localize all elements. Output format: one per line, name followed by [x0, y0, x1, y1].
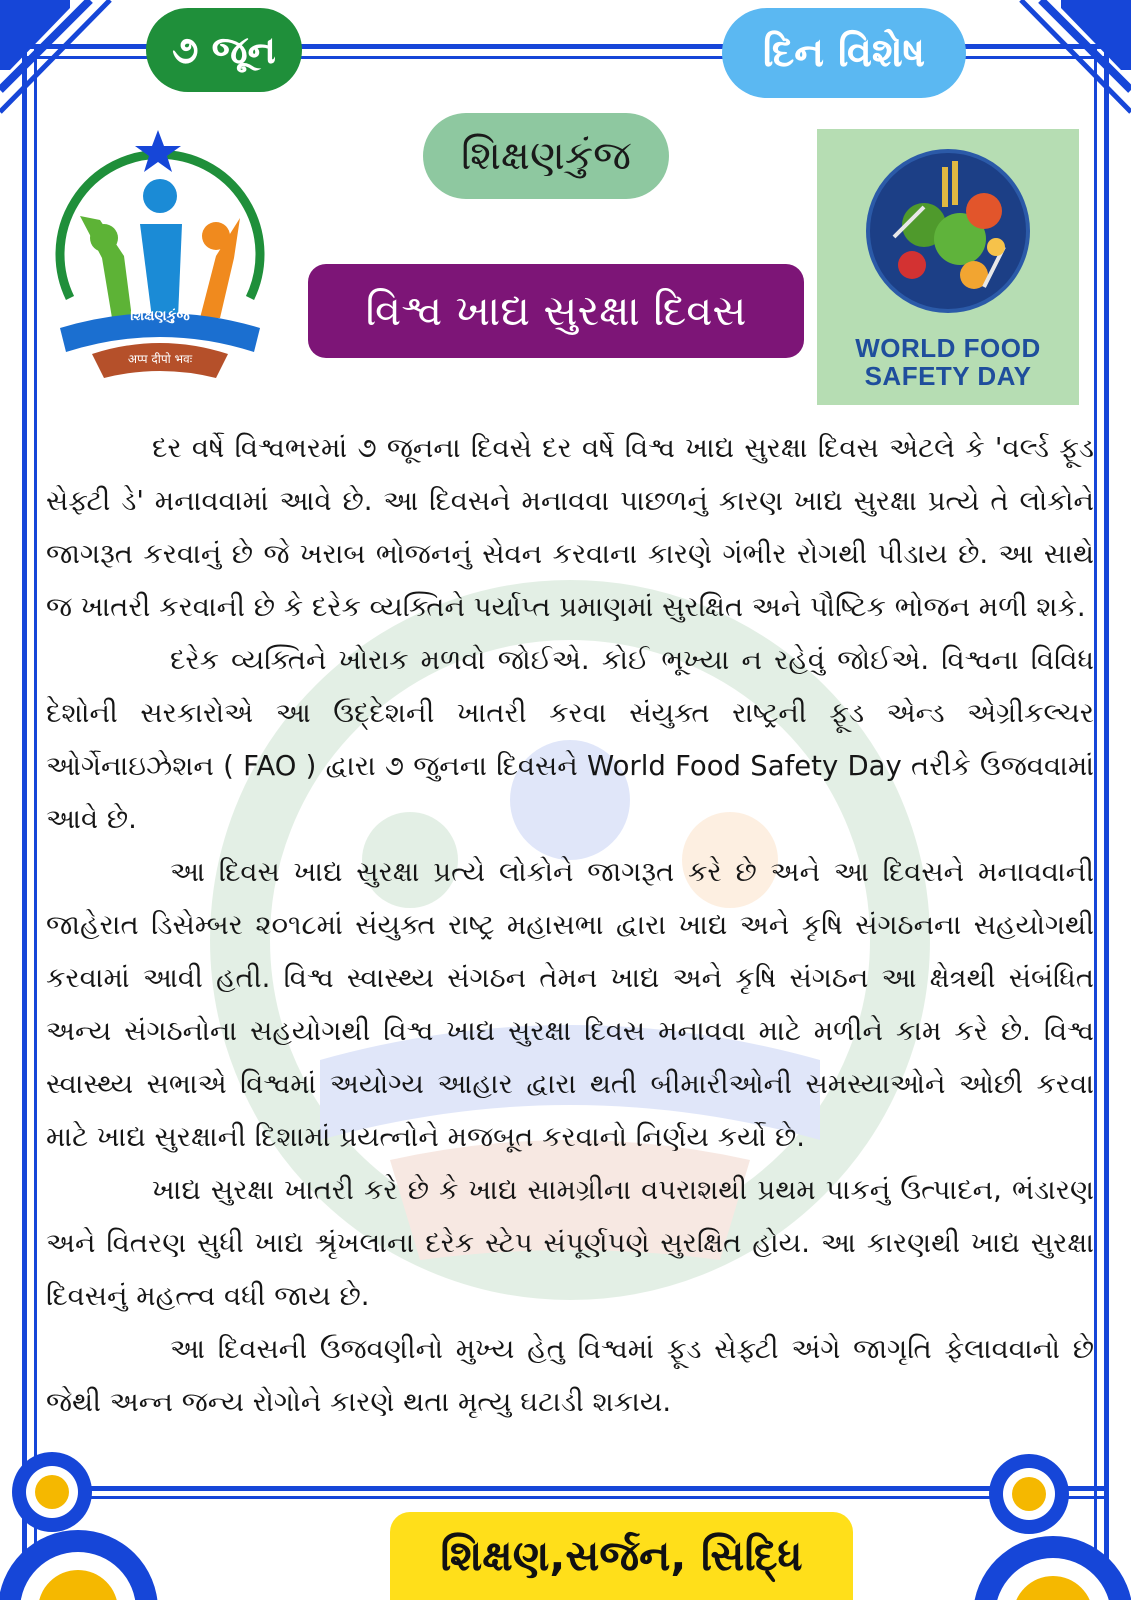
paragraph-3: આ દિવસ ખાદ્ય સુરક્ષા પ્રત્યે લોકોને જાગરૂત કરે છે અને આ દિવસને મનાવવાની જાહેરાત ડિસેમ્બર ૨૦૧૮માં સંયુક્ત રાષ્ટ્ર મહાસભા દ્વારા ખાદ્ય અને કૃષિ સંગઠનના સહયોગથી કરવામાં આવી હતી. વિશ્વ સ્વાસ્થ્ય સંગઠન તેમન ખાદ્ય અને કૃષિ સંગઠન આ ક્ષેત્રથી સંબંધિત અન્ય સંગઠનોના સહયોગથી વિશ્વ ખાદ્ય સુરક્ષા દિવસ મનાવવા માટે મળીને કામ કરે છે. વિશ્વ સ્વાસ્થ્ય સભાએ વિશ્વમાં અયોગ્ય આહાર દ્વારા થતી બીમારીઓની સમસ્યાઓને ઓછી કરવા માટે ખાદ્ય સુરક્ષાની દિશામાં પ્રયત્નોને મજબૂત કરવાનો નિર્ણય કર્યો છે. — [46, 856, 1095, 1153]
frame-left-line — [22, 44, 27, 1564]
page-title: વિશ્વ ખાદ્ય સુરક્ષા દિવસ — [308, 264, 804, 358]
paragraph-4: ખાદ્ય સુરક્ષા ખાતરી કરે છે કે ખાદ્ય સામગ્રીના વપરાશથી પ્રથમ પાકનું ઉત્પાદન, ભંડારણ અને વિતરણ સુધી ખાદ્ય શ્રૃંખલાના દરેક સ્ટેપ સંપૂર્ણપણે સુરક્ષિત હોય. આ કારણથી ખાદ્ય સુરક્ષા દિવસનું મહત્ત્વ વધી જાય છે. — [46, 1174, 1094, 1312]
corner-circle-bottom-left — [0, 1440, 200, 1600]
corner-circle-bottom-right — [931, 1440, 1131, 1600]
corner-ornament-top-left — [0, 0, 120, 130]
wfsd-line-2: SAFETY DAY — [864, 361, 1032, 391]
logo-ribbon-text: શિક્ષણકુંજ — [130, 308, 190, 324]
frame-left-line-inner — [34, 44, 37, 1564]
frame-right-line — [1104, 44, 1109, 1564]
wfsd-line-1: WORLD FOOD — [855, 333, 1041, 363]
paragraph-5: આ દિવસની ઉજવણીનો મુખ્ય હેતુ વિશ્વમાં ફૂડ સેફ્ટી અંગે જાગૃતિ ફેલાવવાનો છે જેથી અન્ન જન્ય રોગોને કારણે થતા મૃત્યુ ઘટાડી શકાય. — [46, 1333, 1094, 1418]
day-special-badge: દિન વિશેષ — [722, 8, 966, 98]
world-food-safety-day-logo — [817, 129, 1079, 405]
globe-food-icon — [864, 147, 1032, 315]
shikshankunj-logo — [40, 128, 280, 378]
paragraph-2: દરેક વ્યક્તિને ખોરાક મળવો જોઈએ. કોઈ ભૂખ્યા ન રહેવું જોઈએ. વિશ્વના વિવિધ દેશોની સરકારોએ આ ઉદ્દેશની ખાતરી કરવા સંયુક્ત રાષ્ટ્રની ફૂડ એન્ડ એગ્રીકલ્ચર ઓર્ગેનાઇઝેશન ( FAO ) દ્વારા ૭ જુનના દિવસને World Food Safety Day તરીકે ઉજવવામાં આવે છે. — [46, 644, 1094, 835]
article-body — [46, 422, 1094, 1429]
paragraph-1: દર વર્ષે વિશ્વભરમાં ૭ જૂનના દિવસે દર વર્ષે વિશ્વ ખાદ્ય સુરક્ષા દિવસ એટલે કે 'વર્લ્ડ ફૂડ સેફ્ટી ડે' મનાવવામાં આવે છે. આ દિવસને મનાવવા પાછળનું કારણ ખાદ્ય સુરક્ષા પ્રત્યે તે લોકોને જાગરૂત કરવાનું છે જે ખરાબ ભોજનનું સેવન કરવાના કારણે ગંભીર રોગથી પીડાય છે. આ સાથે જ ખાતરી કરવાની છે કે દરેક વ્યક્તિને પર્યાપ્ત પ્રમાણમાં સુરક્ષિત અને પૌષ્ટિક ભોજન મળી શકે. — [46, 432, 1094, 623]
footer-slogan: શિક્ષણ,સર્જન, સિદ્ધિ — [390, 1512, 853, 1600]
logo-motto: अप्प दीपो भवः — [127, 352, 193, 366]
date-badge: ૭ જૂન — [146, 8, 302, 92]
shikshankunj-emblem — [40, 128, 280, 378]
frame-right-line-inner — [1094, 44, 1097, 1564]
brand-badge: શિક્ષણકુંજ — [423, 113, 669, 199]
corner-ornament-top-right — [1011, 0, 1131, 130]
